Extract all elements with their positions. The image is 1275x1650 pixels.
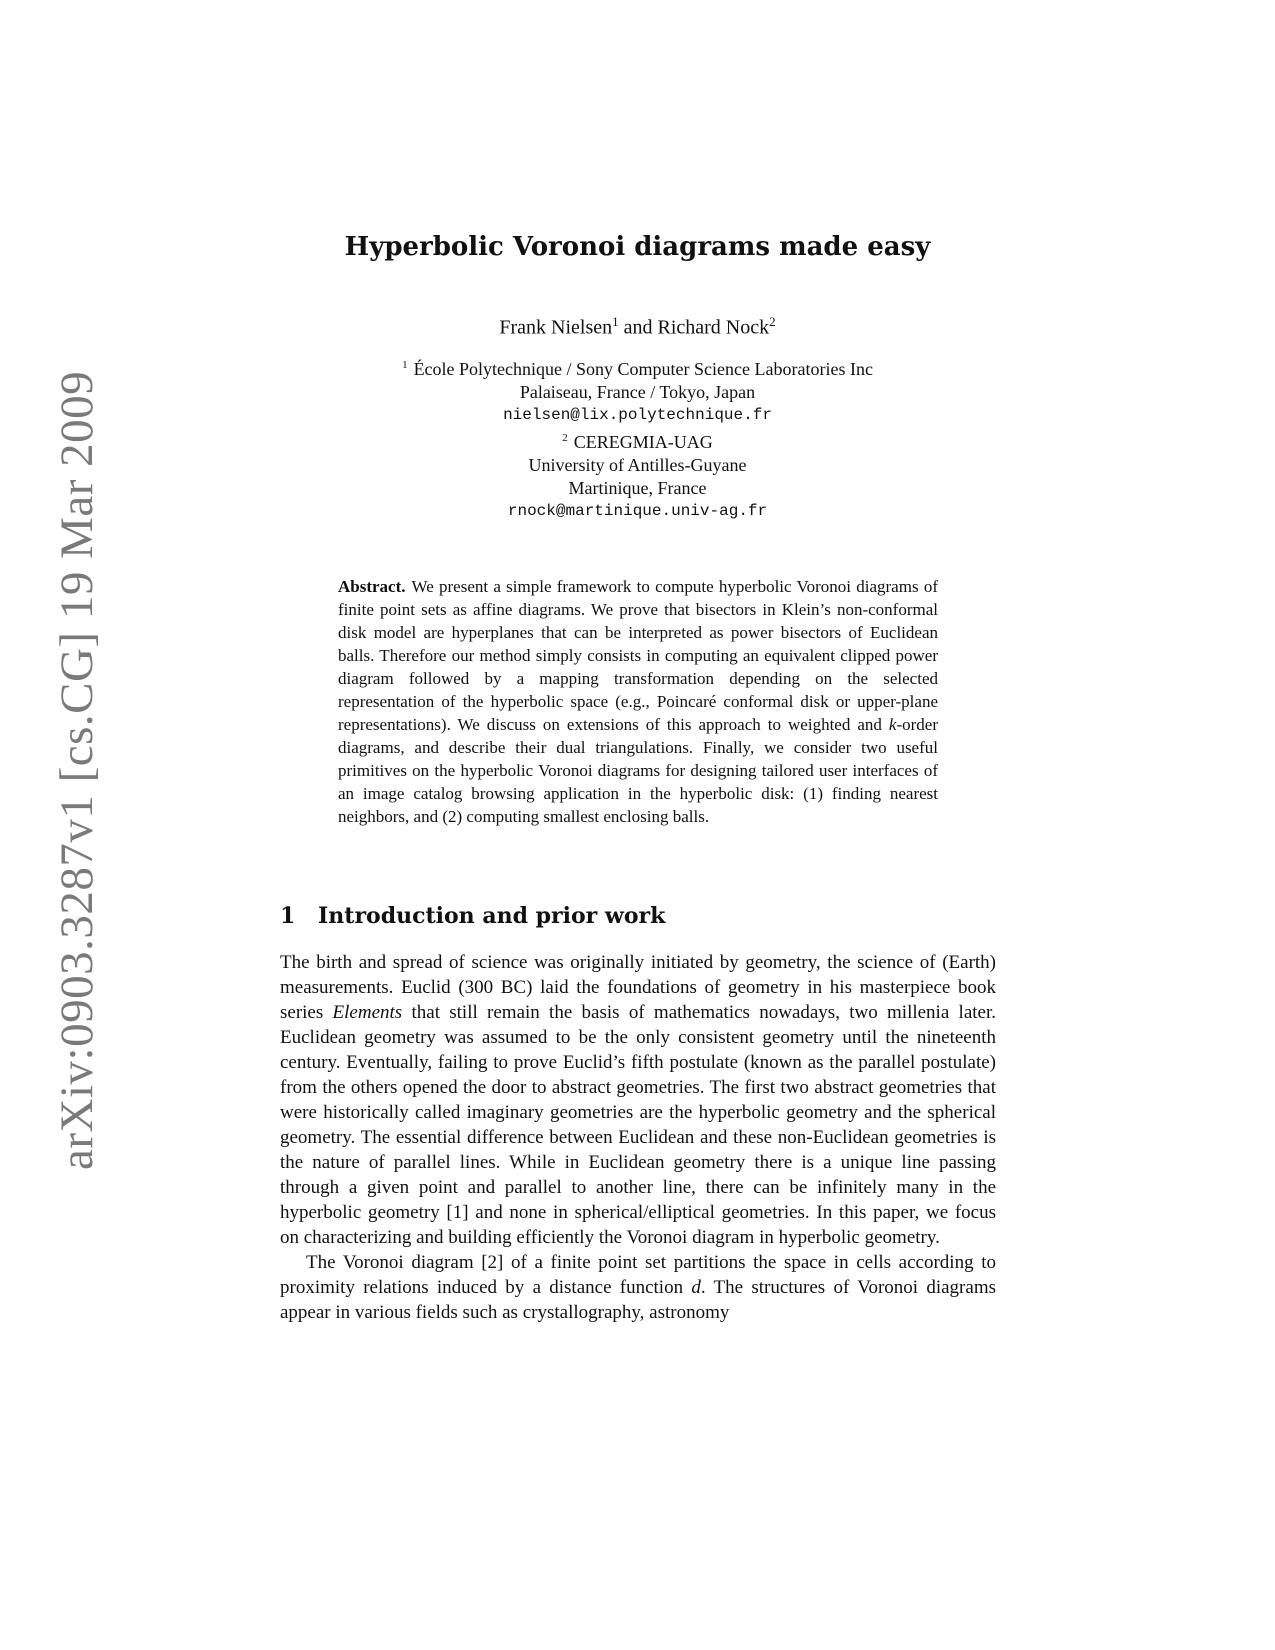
abstract-label: Abstract. — [338, 577, 406, 596]
author-list — [0, 314, 1275, 340]
emphasized-text: Elements — [332, 1002, 403, 1023]
affiliation-line: Martinique, France — [568, 478, 707, 498]
paper-title: Hyperbolic Voronoi diagrams made easy — [344, 232, 931, 262]
author-name: Richard Nock — [657, 316, 770, 339]
affiliation-line: Palaiseau, France / Tokyo, Japan — [519, 382, 756, 402]
affiliation-line: $^2$ CEREGMIA-UAG — [562, 432, 713, 452]
affiliation-line: University of Antilles-Guyane — [528, 455, 747, 475]
author-name: Frank Nielsen — [499, 316, 613, 339]
email-address: nielsen@lix.polytechnique.fr — [503, 406, 772, 424]
affiliation-line: $^1$ École Polytechnique / Sony Computer Science Laboratories Inc — [402, 359, 873, 379]
paragraph: The Voronoi diagram [2] of a finite point set partitions the space in cells according to proximity relations induced by a distance function d. The structures of Voronoi diagrams appear in various fields such as crystallography, astronomy — [280, 1252, 996, 1323]
abstract-text: We present a simple framework to compute hyperbolic Voronoi diagrams of finite point sets as affine diagrams. We prove that bisectors in Klein’s non-conformal disk model are hyperplanes that can be interpreted as power bisectors of Euclidean balls. Therefore our method simply consists in computing an equivalent clipped power diagram followed by a mapping transformation depending on the selected representation of the hyperbolic space (e.g., Poincaré conformal disk or upper-plane representations). We discuss on extensions of this approach to weighted and — [338, 577, 938, 734]
abstract-math-k: k — [888, 715, 897, 734]
paragraph: The birth and spread of science was originally initiated by geometry, the science of (Earth) measurements. Euclid (300 BC) laid the foundations of geometry in his masterpiece book series Elements that still remain the basis of mathematics nowadays, two millenia later. Euclidean geometry was assumed to be the only consistent geometry until the nineteenth century. Eventually, failing to prove Euclid’s fifth postulate (known as the parallel postulate) from the others opened the door to abstract geometries. The first two abstract geometries that were historically called imaginary geometries are the hyperbolic geometry and the spherical geometry. The essential difference between Euclidean and these non-Euclidean geometries is the nature of parallel lines. While in Euclidean geometry there is a unique line passing through a given point and parallel to another line, there can be infinitely many in the hyperbolic geometry [1] and none in spherical/elliptical geometries. In this paper, we focus on characterizing and building efficiently the Voronoi diagram in hyperbolic geometry. — [280, 952, 996, 1248]
affiliation-mark: 1 — [402, 359, 408, 371]
abstract — [338, 575, 938, 828]
affiliation-mark: 1 — [612, 314, 619, 329]
arxiv-stamp: arXiv:0903.3287v1 [cs.CG] 19 Mar 2009 — [51, 370, 103, 1170]
section-title-text: Introduction and prior work — [318, 903, 666, 929]
affiliation-mark: 2 — [562, 432, 568, 444]
email-address: rnock@martinique.univ-ag.fr — [507, 502, 768, 520]
author-conjunction: and — [618, 316, 658, 339]
section-heading — [280, 903, 665, 929]
abstract-text: -order diagrams, and describe their dual triangulations. Finally, we consider two useful primitives on the hyperbolic Voronoi diagrams for designing tailored user interfaces of an image catalog browsing application in the hyperbolic disk: (1) finding nearest neighbors, and (2) computing smallest enclosing balls. — [338, 715, 938, 826]
affiliation-mark: 2 — [769, 314, 776, 329]
body-text — [280, 950, 996, 1325]
math-variable: d — [691, 1277, 701, 1298]
section-number: 1 — [280, 903, 296, 929]
affiliations — [0, 354, 1275, 523]
